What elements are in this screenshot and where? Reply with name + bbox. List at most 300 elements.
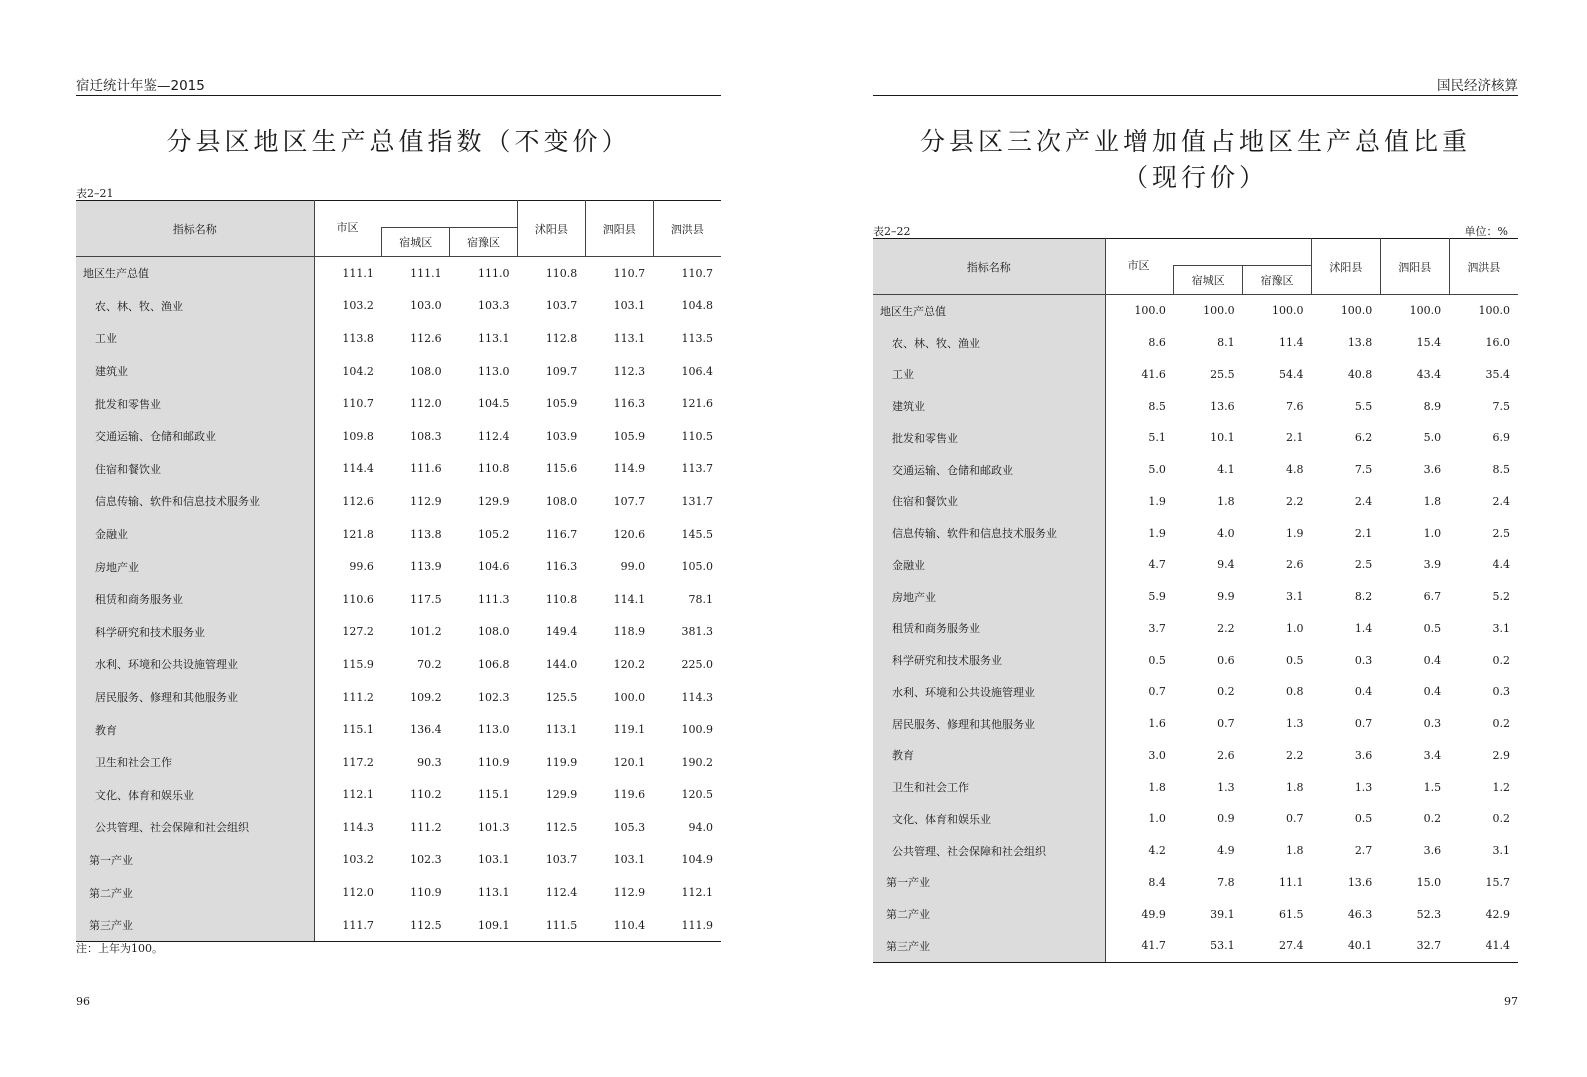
- cell-value: 381.3: [681, 625, 713, 639]
- cell-value: 110.6: [342, 592, 374, 606]
- cell-value: 104.5: [477, 397, 510, 411]
- table-row: [873, 454, 1518, 486]
- cell-value: 0.3: [1492, 685, 1510, 699]
- cell-value: 99.0: [620, 560, 646, 574]
- table-row: [873, 390, 1518, 422]
- cell-value: 0.5: [1354, 812, 1373, 826]
- row-label: 卫生和社会工作: [873, 771, 1105, 803]
- cell-value: 5.9: [1148, 590, 1166, 604]
- cell-value: 117.2: [342, 755, 374, 769]
- cell-value: 3.1: [1492, 621, 1510, 635]
- table-row: [76, 876, 721, 909]
- cell-value: 40.8: [1347, 367, 1373, 381]
- cell-value: 46.3: [1347, 907, 1373, 921]
- table-row: [76, 518, 721, 551]
- cell-value: 49.9: [1141, 907, 1166, 921]
- cell-value: 112.4: [545, 886, 578, 900]
- cell-value: 112.1: [681, 886, 713, 900]
- row-label: 建筑业: [76, 355, 314, 388]
- cell-value: 3.0: [1148, 748, 1166, 762]
- table-row: [76, 713, 721, 746]
- table-row: [76, 387, 721, 420]
- page-title: [873, 124, 1518, 196]
- page-number: 97: [1504, 995, 1518, 1008]
- cell-value: 2.9: [1492, 748, 1510, 762]
- cell-value: 114.4: [342, 462, 374, 476]
- table-row: [873, 676, 1518, 708]
- cell-value: 1.8: [1148, 780, 1166, 794]
- cell-value: 119.1: [613, 723, 646, 737]
- cell-value: 1.8: [1217, 494, 1235, 508]
- cell-value: 113.8: [410, 527, 442, 541]
- cell-value: 27.4: [1243, 930, 1312, 962]
- cell-value: 42.9: [1485, 907, 1510, 921]
- cell-value: 145.5: [681, 527, 713, 541]
- cell-value: 78.1: [688, 592, 713, 606]
- header-district-1: 宿城区: [1174, 266, 1243, 295]
- cell-value: 105.9: [545, 397, 578, 411]
- header-city-label: 市区: [336, 221, 359, 234]
- cell-value: 225.0: [681, 657, 713, 671]
- cell-value: 111.3: [477, 592, 510, 606]
- table-row: [873, 867, 1518, 899]
- cell-value: 1.2: [1492, 780, 1510, 794]
- cell-value: 114.9: [613, 462, 646, 476]
- header-county-3: 沭阳县: [517, 201, 585, 257]
- cell-value: 2.7: [1354, 844, 1373, 858]
- cell-value: 3.7: [1148, 621, 1166, 635]
- cell-value: 15.7: [1485, 875, 1510, 889]
- cell-value: 101.3: [477, 820, 510, 834]
- cell-value: 111.1: [410, 266, 442, 280]
- cell-value: 4.4: [1492, 558, 1510, 572]
- cell-value: 117.5: [410, 592, 442, 606]
- table-row: [76, 746, 721, 779]
- table-row: [76, 355, 721, 388]
- header-county-3: 沭阳县: [1311, 239, 1380, 295]
- cell-value: 1.8: [1285, 780, 1304, 794]
- row-label: 农、林、牧、渔业: [76, 290, 314, 323]
- cell-value: 108.0: [477, 625, 510, 639]
- cell-value: 127.2: [342, 625, 374, 639]
- cell-value: 13.6: [1347, 875, 1373, 889]
- cell-value: 101.2: [410, 625, 442, 639]
- cell-value: 41.4: [1449, 930, 1518, 962]
- table-row: [873, 803, 1518, 835]
- table-row: [76, 616, 721, 649]
- table-number: 表2–21: [76, 187, 114, 200]
- cell-value: 2.5: [1354, 558, 1373, 572]
- cell-value: 52.3: [1416, 907, 1442, 921]
- running-head: 宿迁统计年鉴—2015: [76, 74, 721, 96]
- table-row: [873, 422, 1518, 454]
- cell-value: 112.5: [382, 909, 450, 942]
- cell-value: 32.7: [1380, 930, 1449, 962]
- cell-value: 112.9: [410, 494, 442, 508]
- cell-value: 11.4: [1278, 336, 1304, 350]
- cell-value: 4.9: [1217, 844, 1235, 858]
- cell-value: 136.4: [410, 723, 442, 737]
- cell-value: 113.0: [477, 723, 510, 737]
- cell-value: 121.8: [342, 527, 374, 541]
- cell-value: 99.6: [349, 560, 374, 574]
- header-city: [1105, 239, 1311, 272]
- cell-value: 110.5: [681, 429, 713, 443]
- row-label: 第一产业: [873, 867, 1105, 899]
- cell-value: 104.6: [477, 560, 510, 574]
- cell-value: 0.2: [1492, 812, 1510, 826]
- cell-value: 8.5: [1148, 399, 1166, 413]
- cell-value: 1.0: [1148, 812, 1166, 826]
- cell-value: 25.5: [1210, 367, 1235, 381]
- table-row: [873, 708, 1518, 740]
- cell-value: 6.9: [1492, 431, 1510, 445]
- cell-value: 1.3: [1285, 717, 1304, 731]
- page-title-line-2: （现行价）: [1122, 163, 1268, 192]
- cell-value: 9.9: [1217, 590, 1235, 604]
- row-label: 卫生和社会工作: [76, 746, 314, 779]
- row-label: 地区生产总值: [76, 257, 314, 290]
- table-row: [76, 811, 721, 844]
- cell-value: 111.5: [517, 909, 585, 942]
- cell-value: 1.4: [1354, 621, 1373, 635]
- row-label: 住宿和餐饮业: [873, 486, 1105, 518]
- cell-value: 105.2: [477, 527, 510, 541]
- cell-value: 112.4: [477, 429, 510, 443]
- table-row: [76, 257, 721, 290]
- cell-value: 10.1: [1210, 431, 1235, 445]
- left-page: [76, 0, 721, 1077]
- cell-value: 0.5: [1285, 653, 1304, 667]
- cell-value: 105.9: [613, 429, 646, 443]
- cell-value: 102.3: [410, 853, 442, 867]
- cell-value: 116.3: [545, 560, 578, 574]
- header-name: 指标名称: [76, 201, 314, 257]
- cell-value: 100.0: [1271, 304, 1304, 318]
- table-row: [873, 613, 1518, 645]
- cell-value: 112.6: [410, 331, 442, 345]
- cell-value: 113.0: [477, 364, 510, 378]
- cell-value: 8.5: [1492, 463, 1510, 477]
- cell-value: 104.2: [342, 364, 374, 378]
- table-row: [873, 327, 1518, 359]
- cell-value: 109.1: [450, 909, 518, 942]
- cell-value: 120.6: [613, 527, 646, 541]
- row-label: 第一产业: [76, 844, 314, 877]
- cell-value: 112.1: [342, 788, 374, 802]
- cell-value: 1.8: [1285, 844, 1304, 858]
- cell-value: 144.0: [545, 657, 578, 671]
- table-row: [76, 550, 721, 583]
- cell-value: 115.6: [545, 462, 578, 476]
- cell-value: 103.9: [545, 429, 578, 443]
- cell-value: 5.0: [1423, 431, 1442, 445]
- row-label: 农、林、牧、渔业: [873, 327, 1105, 359]
- row-label: 金融业: [873, 549, 1105, 581]
- cell-value: 0.6: [1217, 653, 1235, 667]
- cell-value: 116.3: [613, 397, 646, 411]
- cell-value: 105.0: [681, 560, 713, 574]
- table-row: [76, 322, 721, 355]
- table-row: [873, 930, 1518, 962]
- cell-value: 90.3: [417, 755, 442, 769]
- cell-value: 111.7: [314, 909, 382, 942]
- cell-value: 190.2: [681, 755, 713, 769]
- cell-value: 114.1: [613, 592, 646, 606]
- cell-value: 103.2: [342, 853, 374, 867]
- table-row: [76, 681, 721, 714]
- cell-value: 112.5: [545, 820, 578, 834]
- cell-value: 111.0: [477, 266, 510, 280]
- cell-value: 4.8: [1285, 463, 1304, 477]
- cell-value: 0.8: [1285, 685, 1304, 699]
- row-label: 金融业: [76, 518, 314, 551]
- cell-value: 100.0: [1409, 304, 1442, 318]
- cell-value: 0.7: [1148, 685, 1166, 699]
- cell-value: 112.8: [545, 331, 578, 345]
- running-head: 国民经济核算: [873, 74, 1518, 96]
- cell-value: 0.7: [1217, 717, 1235, 731]
- cell-value: 1.6: [1148, 717, 1166, 731]
- cell-value: 0.3: [1423, 717, 1442, 731]
- header-county-4: 泗阳县: [585, 201, 653, 257]
- cell-value: 108.3: [410, 429, 442, 443]
- cell-value: 41.7: [1105, 930, 1174, 962]
- cell-value: 120.5: [681, 788, 713, 802]
- row-label: 科学研究和技术服务业: [873, 644, 1105, 676]
- header-county-4: 泗阳县: [1380, 239, 1449, 295]
- cell-value: 115.1: [342, 723, 374, 737]
- row-label: 房地产业: [76, 550, 314, 583]
- cell-value: 0.4: [1423, 685, 1442, 699]
- cell-value: 110.4: [585, 909, 653, 942]
- row-label: 住宿和餐饮业: [76, 453, 314, 486]
- table-row: [76, 779, 721, 812]
- row-label: 批发和零售业: [873, 422, 1105, 454]
- table-row: [873, 359, 1518, 391]
- cell-value: 2.2: [1285, 494, 1304, 508]
- cell-value: 4.1: [1217, 463, 1235, 477]
- cell-value: 1.3: [1217, 780, 1235, 794]
- cell-value: 8.4: [1148, 875, 1166, 889]
- cell-value: 0.7: [1285, 812, 1304, 826]
- cell-value: 7.5: [1492, 399, 1510, 413]
- cell-value: 108.0: [545, 494, 578, 508]
- row-label: 第三产业: [873, 930, 1105, 962]
- cell-value: 103.1: [477, 853, 510, 867]
- cell-value: 2.4: [1354, 494, 1373, 508]
- cell-value: 111.9: [653, 909, 721, 942]
- header-county-5: 泗洪县: [1449, 239, 1518, 295]
- header-city: [314, 201, 517, 234]
- cell-value: 3.1: [1285, 590, 1304, 604]
- cell-value: 125.5: [545, 690, 578, 704]
- row-label: 批发和零售业: [76, 387, 314, 420]
- cell-value: 113.8: [342, 331, 374, 345]
- table-row: [873, 835, 1518, 867]
- cell-value: 112.0: [342, 886, 374, 900]
- cell-value: 15.0: [1416, 875, 1442, 889]
- page-number: 96: [76, 995, 90, 1008]
- cell-value: 110.2: [410, 788, 442, 802]
- cell-value: 1.8: [1423, 494, 1442, 508]
- row-label: 第二产业: [76, 876, 314, 909]
- cell-value: 111.2: [342, 690, 374, 704]
- cell-value: 9.4: [1217, 558, 1235, 572]
- row-label: 水利、环境和公共设施管理业: [873, 676, 1105, 708]
- cell-value: 107.7: [613, 494, 646, 508]
- cell-value: 112.0: [410, 397, 442, 411]
- cell-value: 53.1: [1174, 930, 1243, 962]
- cell-value: 11.1: [1278, 875, 1304, 889]
- cell-value: 3.6: [1423, 844, 1442, 858]
- row-label: 公共管理、社会保障和社会组织: [76, 811, 314, 844]
- cell-value: 61.5: [1278, 907, 1304, 921]
- cell-value: 103.1: [613, 299, 646, 313]
- cell-value: 70.2: [417, 657, 442, 671]
- cell-value: 100.0: [613, 690, 646, 704]
- header-district-2: 宿豫区: [1243, 266, 1312, 295]
- header-district-2: 宿豫区: [450, 228, 518, 257]
- cell-value: 0.9: [1217, 812, 1235, 826]
- cell-value: 4.0: [1217, 526, 1235, 540]
- cell-value: 110.9: [410, 886, 442, 900]
- cell-value: 3.6: [1423, 463, 1442, 477]
- cell-value: 8.1: [1217, 336, 1235, 350]
- cell-value: 110.8: [545, 592, 578, 606]
- row-label: 房地产业: [873, 581, 1105, 613]
- cell-value: 94.0: [688, 820, 713, 834]
- cell-value: 103.7: [545, 299, 578, 313]
- cell-value: 129.9: [477, 494, 510, 508]
- header-city-label: 市区: [1127, 259, 1150, 272]
- cell-value: 109.2: [410, 690, 442, 704]
- cell-value: 102.3: [477, 690, 510, 704]
- cell-value: 113.7: [681, 462, 713, 476]
- page-title: 分县区地区生产总值指数（不变价）: [166, 127, 631, 156]
- cell-value: 7.8: [1217, 875, 1235, 889]
- table-row: [76, 648, 721, 681]
- row-label: 信息传输、软件和信息技术服务业: [76, 485, 314, 518]
- table-row: [873, 740, 1518, 772]
- cell-value: 113.9: [410, 560, 442, 574]
- table-row: [873, 898, 1518, 930]
- cell-value: 114.3: [681, 690, 713, 704]
- cell-value: 1.9: [1148, 526, 1166, 540]
- cell-value: 41.6: [1141, 367, 1166, 381]
- cell-value: 114.3: [342, 820, 374, 834]
- cell-value: 8.2: [1354, 590, 1373, 604]
- cell-value: 5.1: [1148, 431, 1166, 445]
- cell-value: 109.8: [342, 429, 374, 443]
- cell-value: 110.8: [545, 266, 578, 280]
- cell-value: 1.5: [1423, 780, 1442, 794]
- cell-value: 103.7: [545, 853, 578, 867]
- cell-value: 110.8: [477, 462, 510, 476]
- cell-value: 0.2: [1423, 812, 1442, 826]
- row-label: 租赁和商务服务业: [873, 613, 1105, 645]
- cell-value: 0.4: [1423, 653, 1442, 667]
- row-label: 工业: [873, 359, 1105, 391]
- cell-value: 115.9: [342, 657, 374, 671]
- cell-value: 39.1: [1210, 907, 1235, 921]
- row-label: 建筑业: [873, 390, 1105, 422]
- cell-value: 110.7: [681, 266, 713, 280]
- cell-value: 103.3: [477, 299, 510, 313]
- cell-value: 0.2: [1217, 685, 1235, 699]
- row-label: 文化、体育和娱乐业: [76, 779, 314, 812]
- cell-value: 100.0: [1340, 304, 1373, 318]
- table-row: [873, 771, 1518, 803]
- table-row: [76, 453, 721, 486]
- cell-value: 7.5: [1354, 463, 1373, 477]
- cell-value: 35.4: [1485, 367, 1510, 381]
- cell-value: 113.1: [545, 723, 578, 737]
- row-label: 交通运输、仓储和邮政业: [873, 454, 1105, 486]
- cell-value: 8.9: [1423, 399, 1442, 413]
- cell-value: 3.9: [1423, 558, 1442, 572]
- cell-value: 1.0: [1423, 526, 1442, 540]
- cell-value: 129.9: [545, 788, 578, 802]
- row-label: 居民服务、修理和其他服务业: [873, 708, 1105, 740]
- row-label: 地区生产总值: [873, 295, 1105, 327]
- cell-value: 4.2: [1148, 844, 1166, 858]
- cell-value: 100.9: [681, 723, 713, 737]
- cell-value: 1.9: [1148, 494, 1166, 508]
- cell-value: 109.7: [545, 364, 578, 378]
- cell-value: 112.3: [613, 364, 646, 378]
- cell-value: 1.0: [1285, 621, 1304, 635]
- table-row: [873, 486, 1518, 518]
- cell-value: 13.8: [1347, 336, 1373, 350]
- row-label: 租赁和商务服务业: [76, 583, 314, 616]
- table-row: [76, 844, 721, 877]
- cell-value: 105.3: [613, 820, 646, 834]
- cell-value: 3.4: [1423, 748, 1442, 762]
- cell-value: 100.0: [1203, 304, 1235, 318]
- cell-value: 113.5: [681, 331, 713, 345]
- cell-value: 1.9: [1285, 526, 1304, 540]
- table-row: [873, 295, 1518, 327]
- cell-value: 0.3: [1354, 653, 1373, 667]
- cell-value: 106.8: [477, 657, 510, 671]
- row-label: 水利、环境和公共设施管理业: [76, 648, 314, 681]
- cell-value: 112.9: [613, 886, 646, 900]
- table-row: [76, 420, 721, 453]
- cell-value: 119.6: [613, 788, 646, 802]
- unit-label: 单位：%: [1464, 225, 1508, 238]
- cell-value: 121.6: [681, 397, 713, 411]
- cell-value: 111.2: [410, 820, 442, 834]
- cell-value: 3.6: [1354, 748, 1373, 762]
- cell-value: 5.0: [1148, 463, 1166, 477]
- cell-value: 2.6: [1285, 558, 1304, 572]
- cell-value: 120.1: [613, 755, 646, 769]
- cell-value: 2.2: [1217, 621, 1235, 635]
- cell-value: 106.4: [681, 364, 713, 378]
- cell-value: 0.2: [1492, 653, 1510, 667]
- cell-value: 5.2: [1492, 590, 1510, 604]
- cell-value: 118.9: [613, 625, 646, 639]
- table-row: [76, 583, 721, 616]
- cell-value: 112.6: [342, 494, 374, 508]
- cell-value: 111.6: [410, 462, 442, 476]
- cell-value: 6.2: [1354, 431, 1373, 445]
- row-label: 文化、体育和娱乐业: [873, 803, 1105, 835]
- cell-value: 40.1: [1311, 930, 1380, 962]
- row-label: 居民服务、修理和其他服务业: [76, 681, 314, 714]
- cell-value: 108.0: [410, 364, 442, 378]
